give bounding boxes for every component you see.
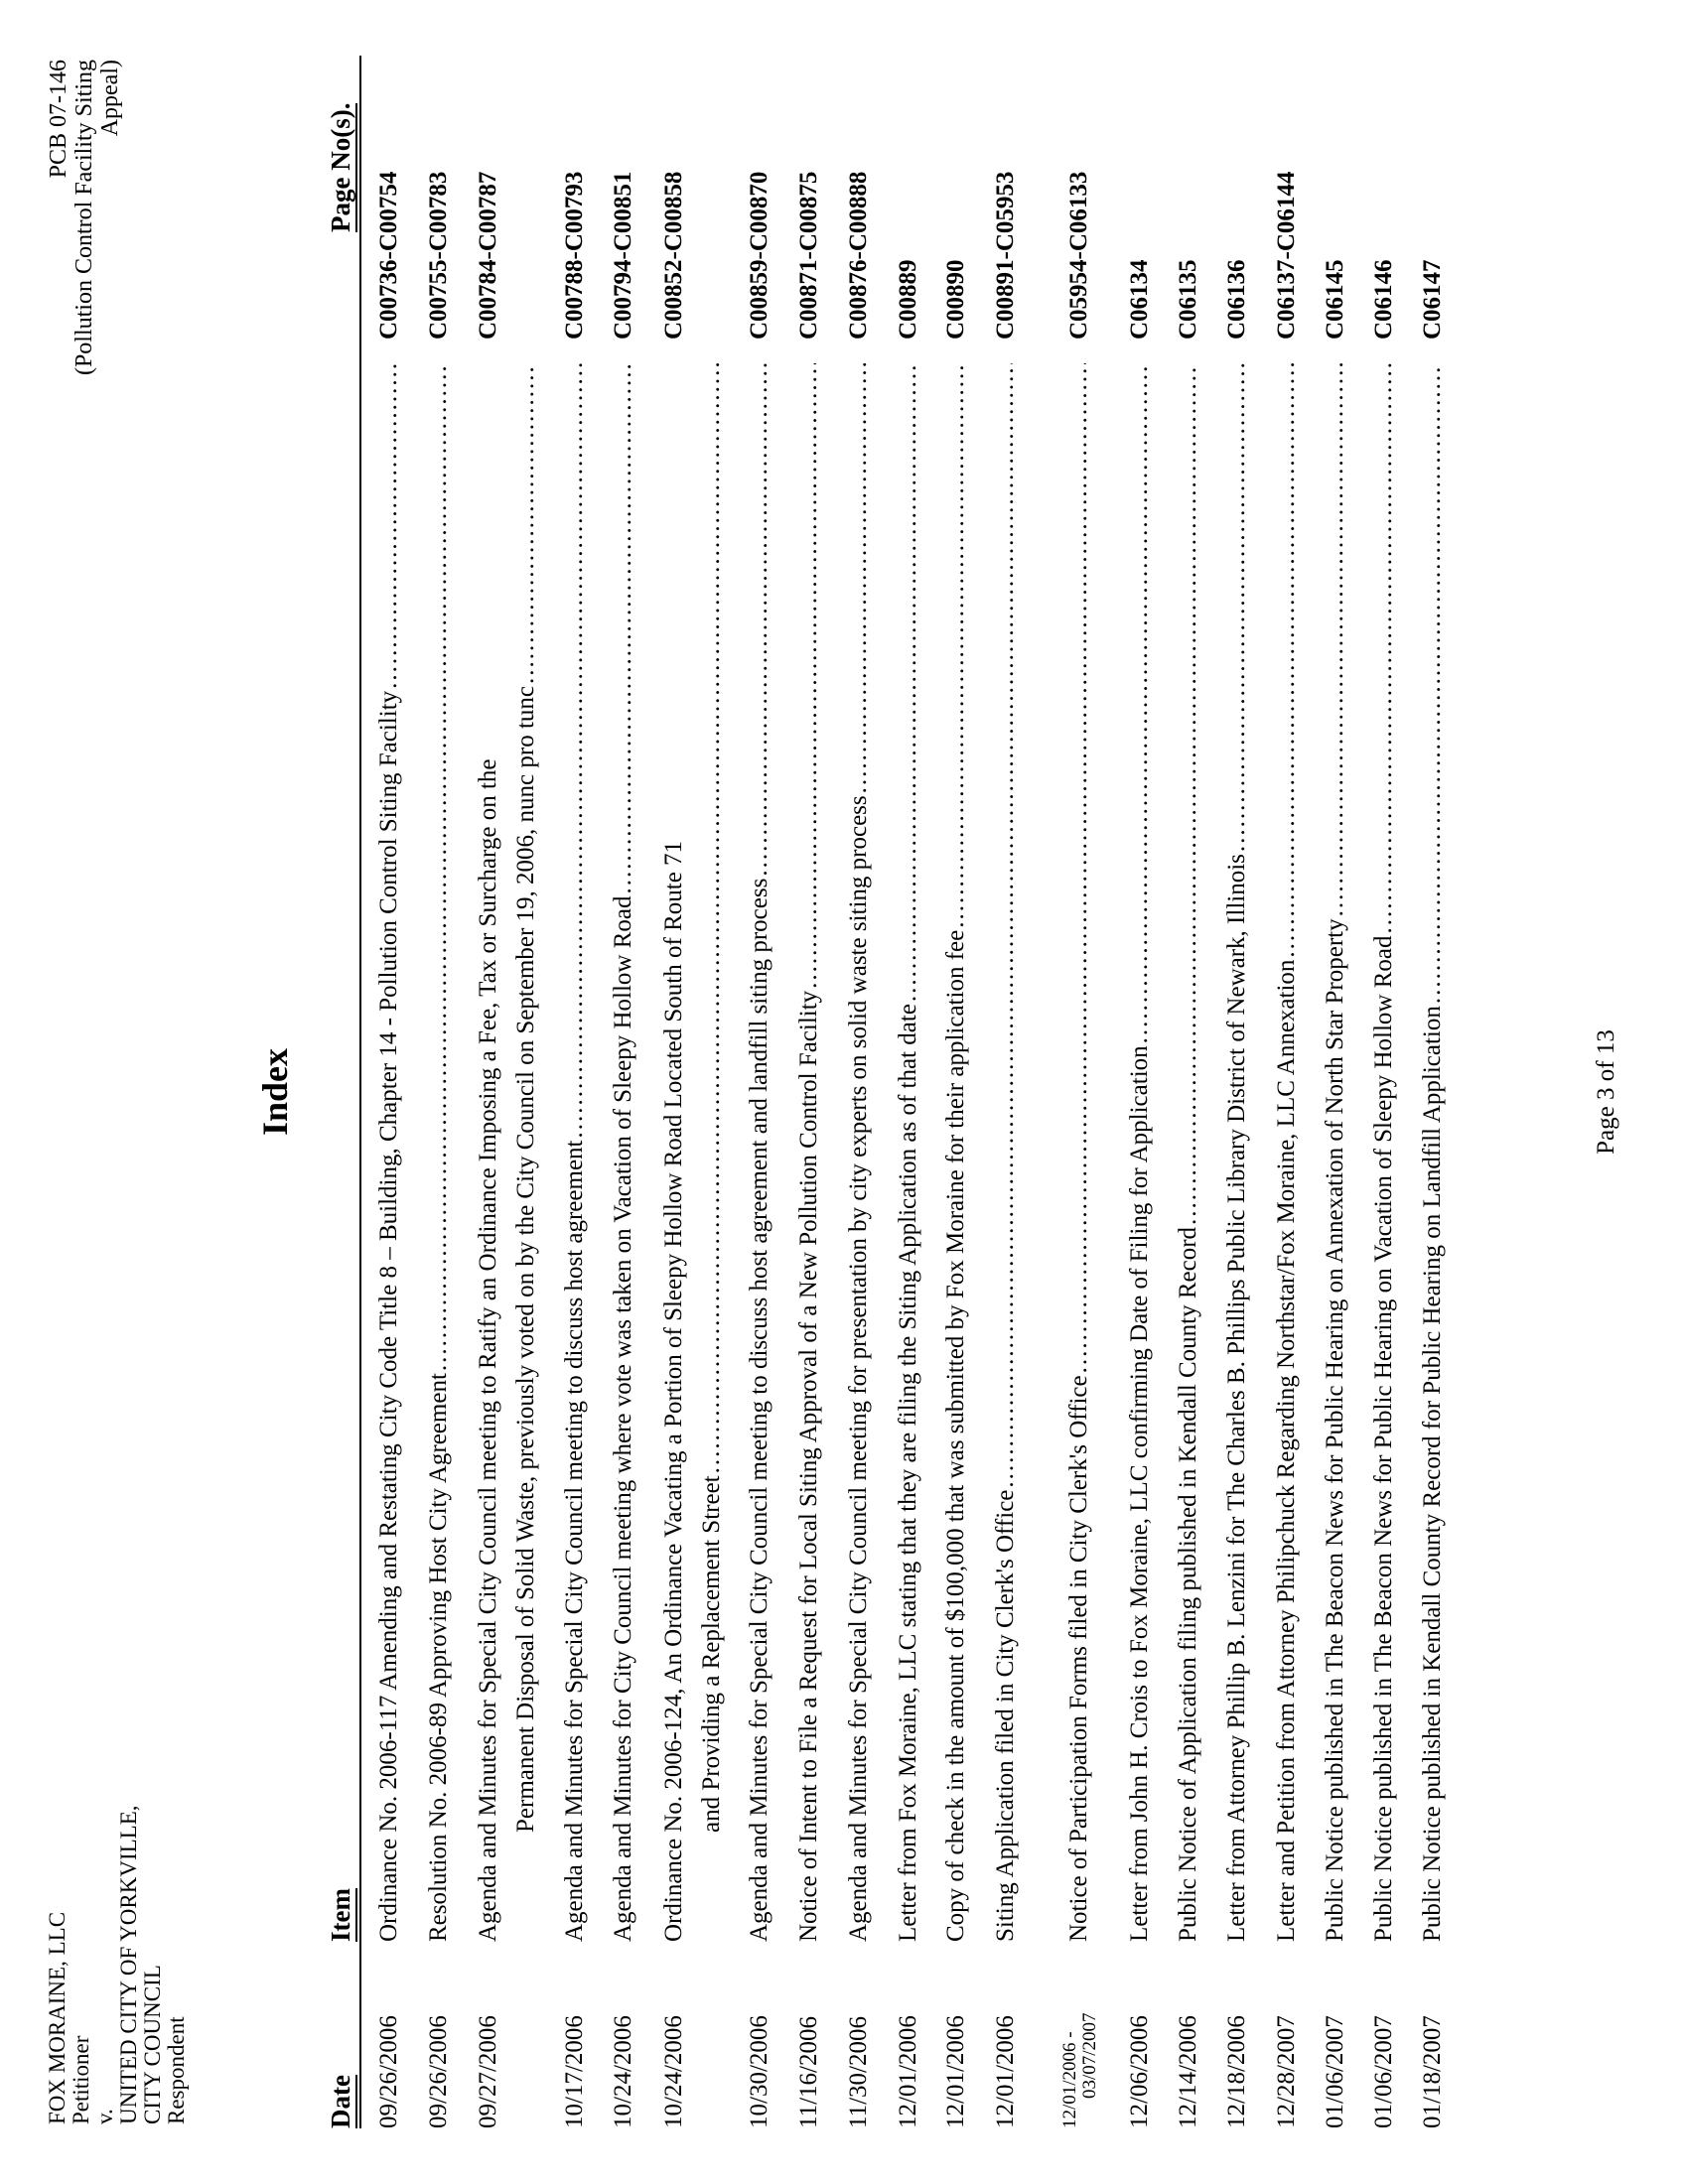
row-pages: C06137-C06144 <box>1273 171 1300 340</box>
row-item-text: Agenda and Minutes for Special City Council meeting to discuss host agreement <box>561 1140 588 1942</box>
row-date <box>1268 1979 1306 2128</box>
item-column-header: Item <box>326 1888 355 1942</box>
row-item <box>470 363 545 1942</box>
row-item <box>1121 363 1159 1942</box>
row-date <box>1414 1979 1452 2128</box>
row-item-text: Letter from Attorney Phillip B. Lenzini for The Charles B. Phillips Public Library District of Newark, Illinois <box>1223 854 1250 1942</box>
row-pages: C00755-C00783 <box>425 171 452 340</box>
dot-leader <box>420 363 458 1371</box>
dot-leader <box>370 363 408 689</box>
row-date-text: 12/06/2006 <box>1126 2015 1153 2128</box>
case-number: PCB 07-146 <box>46 60 71 179</box>
dot-leader <box>1060 363 1098 1373</box>
row-date-text: 10/24/2006 <box>610 2015 636 2128</box>
row-pages: C06134 <box>1126 259 1153 340</box>
row-pages: C06146 <box>1370 259 1397 340</box>
row-item <box>1268 363 1306 1942</box>
row-item <box>556 363 594 1942</box>
row-date <box>605 1979 642 2128</box>
row-pages: C00876-C00888 <box>845 171 872 340</box>
respondent-name-line-1: UNITED CITY OF YORKVILLE, <box>116 1805 141 2124</box>
row-pages: C00794-C00851 <box>610 171 636 340</box>
row-item-continuation: Permanent Disposal of Solid Waste, previously voted on by the City Council on September 19, 2006, nunc pro tunc <box>512 685 539 1833</box>
row-date-text: 12/14/2006 <box>1175 2015 1201 2128</box>
row-date-text: 11/30/2006 <box>845 2016 872 2128</box>
row-date <box>1317 1979 1354 2128</box>
row-item <box>1060 363 1098 1942</box>
row-date-text: 12/01/2006 <box>895 2015 921 2128</box>
row-item-text: Letter from Fox Moraine, LLC stating that they are filing the Siting Application as of that date <box>895 1004 921 1942</box>
row-item <box>420 363 458 1942</box>
row-item <box>1414 363 1452 1942</box>
row-date <box>556 1979 594 2128</box>
row-item <box>1365 363 1403 1942</box>
date-column-header: Date <box>326 2075 355 2128</box>
row-pages: C06136 <box>1223 259 1250 340</box>
row-date <box>1365 1979 1403 2128</box>
row-item-text: Siting Application filed in City Clerk's Office <box>992 1489 1019 1942</box>
row-date-text: 01/06/2007 <box>1322 2015 1348 2128</box>
row-date-text: 01/18/2007 <box>1419 2015 1446 2128</box>
row-item-text: Letter from John H. Crois to Fox Moraine, LLC confirming Date of Filing for Application <box>1126 1045 1153 1942</box>
case-type: (Pollution Control Facility Siting Appeal) <box>71 60 123 376</box>
row-item-text: Ordinance No. 2006-117 Amending and Restating City Code Title 8 – Building, Chapter 14 - Pollution Control Siting Facility <box>375 690 402 1942</box>
versus-label: v. <box>92 2109 117 2124</box>
row-date <box>987 1979 1025 2128</box>
page-title: Index <box>255 1047 295 1137</box>
row-pages: C06135 <box>1175 259 1201 340</box>
dot-leader <box>507 363 545 684</box>
case-caption-number <box>46 60 123 447</box>
row-item-text: Agenda and Minutes for Special City Council meeting to discuss host agreement and landfill siting process <box>746 878 772 1942</box>
row-item-text: Notice of Intent to File a Request for Local Siting Approval of a New Pollution Control Facility <box>795 990 822 1942</box>
row-date <box>370 1979 408 2128</box>
row-pages: C05954-C06133 <box>1065 171 1092 340</box>
dot-leader <box>1268 363 1306 958</box>
row-item <box>605 363 642 1942</box>
row-item-text: Copy of check in the amount of $100,000 that was submitted by Fox Moraine for their application fee <box>942 929 969 1942</box>
dot-leader <box>556 363 594 1139</box>
dot-leader <box>741 363 778 877</box>
row-pages: C00871-C00875 <box>795 171 822 340</box>
row-item-text: Resolution No. 2006-89 Approving Host City Agreement <box>425 1373 452 1942</box>
row-item <box>741 363 778 1942</box>
row-pages: C00889 <box>895 259 921 340</box>
row-item-text: Agenda and Minutes for Special City Council meeting for presentation by city experts on solid waste siting process <box>845 795 872 1942</box>
case-caption-parties <box>46 1805 189 2124</box>
row-item <box>937 363 975 1942</box>
row-date-text: 09/26/2006 <box>425 2015 452 2128</box>
row-item <box>840 363 878 1942</box>
row-date-text: 12/01/2006 - <box>1059 2031 1080 2128</box>
row-date-text: 10/24/2006 <box>660 2015 687 2128</box>
row-date <box>1218 1979 1256 2128</box>
row-item <box>1218 363 1256 1942</box>
row-date <box>741 1979 778 2128</box>
row-item-text: Public Notice published in Kendall County Record for Public Hearing on Landfill Application <box>1419 1006 1446 1942</box>
dot-leader <box>1414 363 1452 1004</box>
respondent-name-line-2: CITY COUNCIL <box>140 1965 165 2124</box>
row-date-end-text: 03/07/2007 <box>1079 2012 1100 2099</box>
row-date-text: 12/01/2006 <box>942 2015 969 2128</box>
row-pages: C00788-C00793 <box>561 171 588 340</box>
row-date <box>1170 1979 1207 2128</box>
dot-leader <box>1170 363 1207 1225</box>
pages-column-header: Page No(s). <box>326 102 355 232</box>
row-item-text: Agenda and Minutes for Special City Council meeting to Ratify an Ordinance Imposing a Fee, Tax or Surcharge on the <box>475 758 501 1942</box>
row-date <box>655 1979 693 2128</box>
dot-leader <box>987 363 1025 1488</box>
row-date <box>840 1979 878 2128</box>
row-date-text: 10/17/2006 <box>561 2015 588 2128</box>
dot-leader <box>937 363 975 928</box>
row-pages: C00852-C00858 <box>660 171 687 340</box>
row-date <box>470 1979 507 2128</box>
row-item <box>1317 363 1354 1942</box>
row-item-text: Public Notice published in The Beacon News for Public Hearing on Vacation of Sleepy Hollow Road <box>1370 935 1397 1942</box>
dot-leader <box>790 363 828 989</box>
dot-leader <box>1317 363 1354 916</box>
row-date-text: 01/06/2007 <box>1370 2015 1397 2128</box>
row-item-text: Agenda and Minutes for City Council meeting where vote was taken on Vacation of Sleepy Hollow Road <box>610 895 636 1942</box>
row-item-text: Public Notice of Application filing published in Kendall County Record <box>1175 1226 1201 1942</box>
row-item-text: Ordinance No. 2006-124, An Ordinance Vacating a Portion of Sleepy Hollow Road Located South of Route 71 <box>660 840 687 1942</box>
row-date-text: 12/28/2007 <box>1273 2015 1300 2128</box>
row-item <box>1170 363 1207 1942</box>
dot-leader <box>1365 363 1403 934</box>
row-date <box>790 1979 828 2128</box>
respondent-role: Respondent <box>164 2016 189 2124</box>
row-pages: C06145 <box>1322 259 1348 340</box>
row-date-text: 12/18/2006 <box>1223 2015 1250 2128</box>
row-item <box>890 363 927 1942</box>
row-date-text: 10/30/2006 <box>746 2015 772 2128</box>
dot-leader <box>840 363 878 793</box>
row-item-text: Notice of Participation Forms filed in City Clerk's Office <box>1065 1375 1092 1942</box>
dot-leader <box>605 363 642 894</box>
row-pages: C00784-C00787 <box>475 171 501 340</box>
header-rule <box>359 56 361 2128</box>
row-item-continuation: and Providing a Replacement Street <box>698 1475 725 1833</box>
dot-leader <box>890 363 927 1002</box>
row-date <box>937 1979 975 2128</box>
row-date-text: 12/01/2006 <box>992 2015 1019 2128</box>
row-date <box>1060 1979 1100 2128</box>
row-pages: C00890 <box>942 259 969 340</box>
row-item <box>370 363 408 1942</box>
row-date <box>420 1979 458 2128</box>
row-pages: C00736-C00754 <box>375 171 402 340</box>
dot-leader <box>1121 363 1159 1043</box>
row-date-text: 09/27/2006 <box>475 2015 501 2128</box>
row-date-text: 11/16/2006 <box>795 2016 822 2128</box>
page-footer: Page 3 of 13 <box>1593 1029 1619 1155</box>
petitioner-role: Petitioner <box>69 2035 93 2124</box>
row-item <box>790 363 828 1942</box>
row-date <box>890 1979 927 2128</box>
row-pages: C00891-C05953 <box>992 171 1019 340</box>
petitioner-name: FOX MORAINE, LLC <box>45 1911 70 2124</box>
row-item <box>987 363 1025 1942</box>
row-pages: C06147 <box>1419 259 1446 340</box>
dot-leader <box>1218 363 1256 852</box>
row-item <box>655 363 731 1942</box>
row-pages: C00859-C00870 <box>746 171 772 340</box>
row-date-text: 09/26/2006 <box>375 2015 402 2128</box>
row-date <box>1121 1979 1159 2128</box>
dot-leader <box>693 363 731 1473</box>
row-item-text: Letter and Petition from Attorney Philipchuck Regarding Northstar/Fox Moraine, LLC Annexation <box>1273 959 1300 1942</box>
row-item-text: Public Notice published in The Beacon News for Public Hearing on Annexation of North Star Property <box>1322 918 1348 1942</box>
